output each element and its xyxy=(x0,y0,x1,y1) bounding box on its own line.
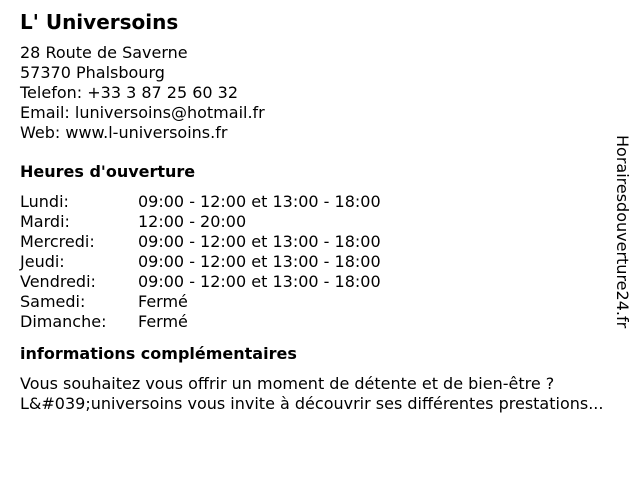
hours-row-sunday xyxy=(20,312,620,332)
address-street: 28 Route de Saverne xyxy=(20,43,188,62)
day-label: Vendredi: xyxy=(20,272,96,291)
contact-block xyxy=(20,43,620,143)
web-text: Web: www.l-universoins.fr xyxy=(20,123,228,142)
day-hours: 12:00 - 20:00 xyxy=(138,212,247,231)
day-label: Mardi: xyxy=(20,212,70,231)
hours-table xyxy=(20,192,620,332)
hours-row-thursday xyxy=(20,252,620,272)
day-label: Lundi: xyxy=(20,192,69,211)
business-card xyxy=(20,10,620,414)
address-city: 57370 Phalsbourg xyxy=(20,63,165,82)
info-text: Vous souhaitez vous offrir un moment de détente et de bien-être ? L&#039;universoins vous invite à découvrir ses différentes prestations... xyxy=(20,374,604,413)
email-text: Email: luniversoins@hotmail.fr xyxy=(20,103,265,122)
phone-text: Telefon: +33 3 87 25 60 32 xyxy=(20,83,239,102)
hours-title: Heures d'ouverture xyxy=(20,162,196,181)
hours-row-saturday xyxy=(20,292,620,312)
day-label: Mercredi: xyxy=(20,232,95,251)
day-hours: Fermé xyxy=(138,292,188,311)
info-title: informations complémentaires xyxy=(20,344,297,363)
day-hours: 09:00 - 12:00 et 13:00 - 18:00 xyxy=(138,192,381,211)
day-label: Jeudi: xyxy=(20,252,65,271)
hours-row-tuesday xyxy=(20,212,620,232)
day-hours: 09:00 - 12:00 et 13:00 - 18:00 xyxy=(138,272,381,291)
day-hours: Fermé xyxy=(138,312,188,331)
business-name: L' Universoins xyxy=(20,10,179,34)
hours-row-wednesday xyxy=(20,232,620,252)
day-label: Dimanche: xyxy=(20,312,107,331)
day-hours: 09:00 - 12:00 et 13:00 - 18:00 xyxy=(138,232,381,251)
day-hours: 09:00 - 12:00 et 13:00 - 18:00 xyxy=(138,252,381,271)
site-watermark: Horairesdouverture24.fr xyxy=(613,135,632,329)
day-label: Samedi: xyxy=(20,292,86,311)
hours-row-monday xyxy=(20,192,620,212)
hours-row-friday xyxy=(20,272,620,292)
